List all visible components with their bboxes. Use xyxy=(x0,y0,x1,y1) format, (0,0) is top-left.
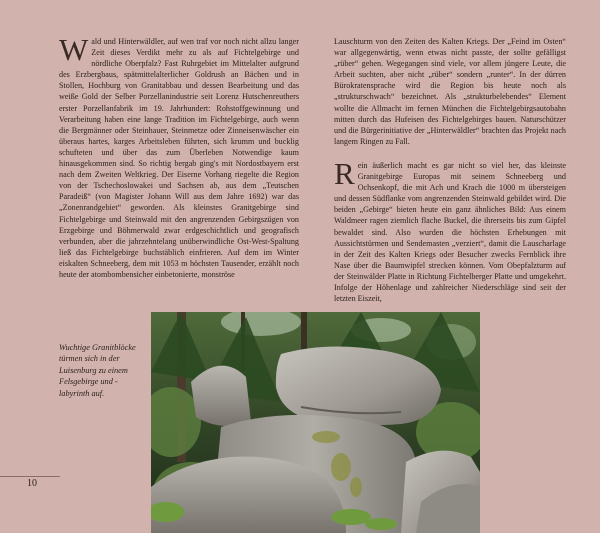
paragraph-2: Lauschturm von den Zeiten des Kalten Kriegs. Der „Feind im Osten“ war allgegenwärtig, wenn etwas nicht passte, der sollte gefälligst „rüber“ gehen. Wegegangen sind viele, vor allem jüngere Leute, die Arbeit suchten, aber nicht „rüber“ sondern „runter“. In der dürren Bürokratensprache wird die Region bis heute noch als „strukturschwach“ bezeichnet. Als „strukturbelebendes“ Element wollte die Allmacht im fernen München die Fichtelgebirgsautobahn mitten durch das Hufeisen des Fichtelgebirges bauen. Naturschützer und die Bürgerinitiative der „Hinterwäldler“ brachten das Projekt nach langem Ringen zu Fall. xyxy=(334,37,566,146)
granite-rocks-photo xyxy=(151,312,480,533)
paragraph-3 xyxy=(334,155,566,304)
page-number-rule xyxy=(0,476,60,477)
paragraph-1-text: ald und Hinterwäldler, auf wen traf vor noch nicht allzu langer Zeit dieses Verdikt mehr zu als auf Fichtelgebirge und nördliche Oberpfalz? Fast Ruhrgebiet im Mittelalter aufgrund des Erzbergbaus, spätmittelalterlicher Goldrush an Bächen und in Stollen, Hochburg von Granitabbau und dessen Bearbeitung und das weiße Gold der Selber Porzellanindustrie seit Lorenz Hutschenreuthers erster Porzellanfabrik im 19. Jahrhundert: Rohstoffgewinnung und Verarbeitung haben eine lange Tradition im Fichtelgebirge, auch wenn die Bergmänner oder Steinhauer, Steinmetze oder Zinneisenwäscher ein überaus hartes, karges Arbeitsleben führten, sich krumm und bucklig schufteten und über das zum Überleben Notwendige kaum hinausgekommen sind. So richtig bergab ging's mit Nordostbayern erst nach dem Zweiten Weltkrieg. Der Eiserne Vorhang riegelte die Region von der Tschechoslowakei und Sachsen ab, aus dem „Teutschen Paradeiß“ (von Magister Johann Will aus dem Jahre 1692) war das „Zonenrandgebiet“ geworden. Als kleinstes Granitgebirge sind Fichtelgebirge und Steinwald mit den angrenzenden Gebirgszügen von Erzgebirge und Böhmerwald zwar erdgeschichtlich und geografisch verbunden, aber die jahrzehntelang unüberwindliche Ost-West-Spaltung ließ das Fichtelgebirge buchstäblich einfrieren. Auf dem im Winter eiskalten Schneeberg, dem mit 1053 m höchsten Tausender, erzählt noch heute der atombombensicher einbetonierte, monströse xyxy=(59,37,299,279)
forest-rock-illustration xyxy=(151,312,480,533)
left-text-column xyxy=(59,32,299,280)
photo-caption: Wuchtige Granitblöcke türmen sich in der Luisenburg zu einem Felsgebirge und -labyrinth auf. xyxy=(59,343,136,398)
page-number: 10 xyxy=(27,478,37,489)
right-text-column xyxy=(334,36,566,304)
paragraph-3-text: ein äußerlich macht es gar nicht so viel her, das kleinste Granitgebirge Europas mit seinem Schneeberg und Ochsenkopf, die mit Ach und Krach die 1000 m übersteigen und dessen Südflanke vom angrenzenden Steinwald gebildet wird. Die beiden „Gebirge“ bieten heute ein ganz ähnliches Bild: Aus einem Waldmeer ragen ziemlich flache Buckel, die ihrerseits bis zum Gipfel bewaldet sind. Also wurden die höchsten Erhebungen mit Aussichtstürmen und Sendemasten „verziert“, damit die Lauscharlage in der Zeit des Kalten Kriegs oder Besucher zwecks Fernblick ihre Nase über die Baumwipfel strecken können. Vom Obepfalzturm auf der Steinwälder Platte in Richtung Fichtelberger Platte und umgekehrt. Infolge der Höhenlage und zahlreicher Niederschläge sind seit der letzten Eiszeit, xyxy=(334,160,566,304)
paragraph-1 xyxy=(59,32,299,280)
drop-cap: W xyxy=(59,32,89,67)
drop-cap: R xyxy=(334,155,355,191)
